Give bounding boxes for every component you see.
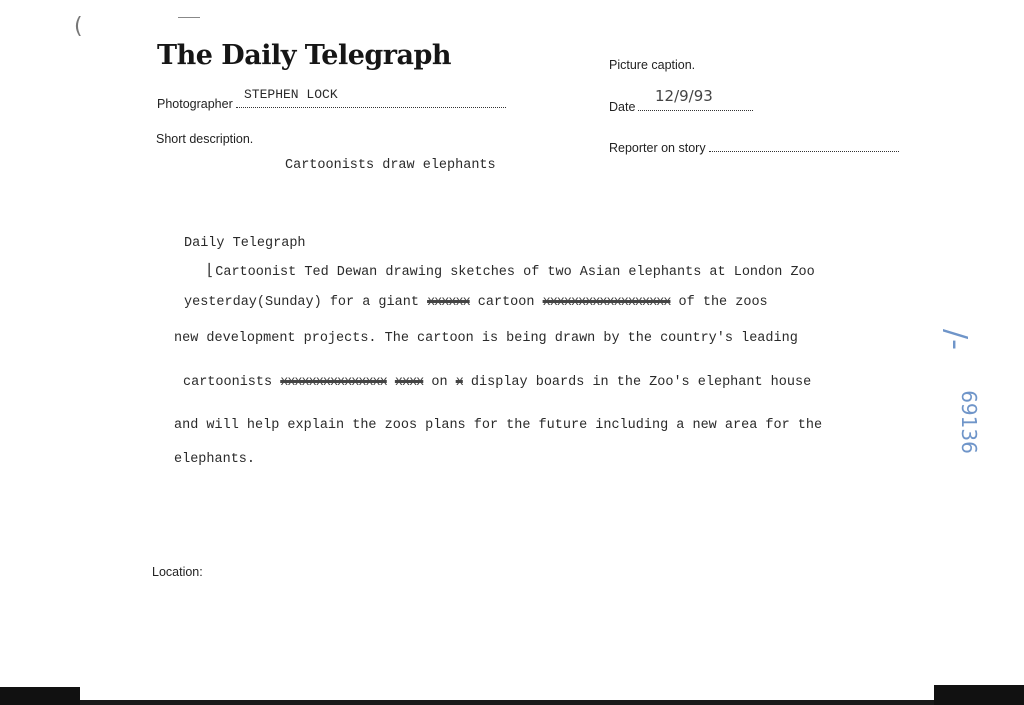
photographer-field	[157, 97, 506, 111]
scan-edge-bottom	[80, 700, 934, 705]
caption-line-6: elephants.	[174, 452, 256, 467]
caption-line-2-a: yesterday(Sunday) for a giant	[184, 295, 419, 310]
caption-line-2-b: cartoon	[477, 295, 535, 310]
scan-edge-left	[0, 687, 80, 705]
reporter-field	[609, 141, 899, 155]
date-field	[609, 100, 753, 114]
short-description-value: Cartoonists draw elephants	[285, 158, 496, 173]
reporter-label: Reporter on story	[609, 141, 706, 155]
photographer-label: Photographer	[157, 97, 233, 111]
strikeout-1: xxxxxx	[427, 295, 470, 310]
photographer-value: STEPHEN LOCK	[244, 87, 338, 102]
date-label: Date	[609, 100, 636, 114]
caption-line-2-c: of the zoos	[678, 295, 768, 310]
short-description-label: Short description.	[156, 132, 254, 146]
caption-line-4-b: on	[431, 375, 448, 390]
scan-edge-right	[934, 685, 1024, 705]
strikeout-3: xxxxxxxxxxxxxxx	[280, 375, 387, 390]
caption-line-4-a: cartoonists	[183, 375, 273, 390]
strikeout-2: xxxxxxxxxxxxxxxxxx	[542, 295, 671, 310]
caption-source: Daily Telegraph	[184, 236, 306, 251]
photographer-line	[236, 107, 506, 108]
pencil-dash	[178, 17, 200, 18]
pencil-mark: (	[74, 14, 83, 39]
caption-line-4	[183, 375, 811, 390]
location-label: Location:	[152, 565, 203, 579]
blue-pencil-number: 69136	[956, 390, 981, 454]
caption-line-3: new development projects. The cartoon is being drawn by the country's leading	[174, 331, 798, 346]
strikeout-5: x	[455, 375, 463, 390]
caption-line-5: and will help explain the zoos plans for the future including a new area for the	[174, 418, 823, 433]
reporter-line	[709, 151, 899, 152]
caption-line-2	[184, 295, 768, 310]
masthead-logo: The Daily Telegraph	[157, 40, 452, 71]
picture-caption-label: Picture caption.	[609, 58, 696, 72]
caption-line-4-c: display boards in the Zoo's elephant house	[470, 375, 812, 390]
date-value: 12/9/93	[655, 87, 713, 105]
caption-line-1-text: Cartoonist Ted Dewan drawing sketches of two Asian elephants at London Zoo	[215, 265, 815, 280]
strikeout-4: xxxx	[394, 375, 424, 390]
blue-pencil-mark: /-	[937, 329, 973, 350]
caption-line-1	[207, 260, 815, 280]
date-line	[638, 110, 753, 111]
insertion-mark: ⌊	[207, 260, 214, 279]
